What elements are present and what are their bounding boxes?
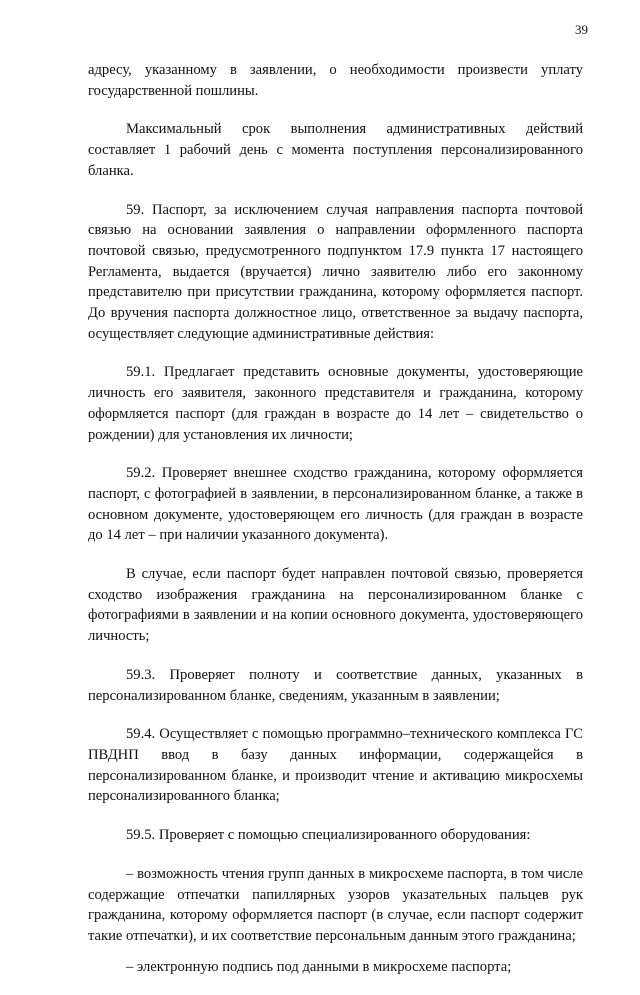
- list-item-chip-data: – возможность чтения групп данных в микросхеме паспорта, в том числе содержащие отпечатки папиллярных узоров указательных пальцев рук гражданина, которому оформляется паспорт (в случае, если паспорт содержит такие отпечатки), и их соответствие персональным данным этого гражданина;: [88, 865, 583, 944]
- page-number: 39: [575, 22, 588, 37]
- paragraph-postal-case: В случае, если паспорт будет направлен почтовой связью, проверяется сходство изображения гражданина на персонализированном бланке с фотографиями в заявлении и на копии основного документа, удостоверяющего личность;: [88, 566, 583, 645]
- list-item-e-signature: – электронную подпись под данными в микросхеме паспорта;: [126, 958, 512, 975]
- paragraph-max-term: Максимальный срок выполнения административных действий составляет 1 рабочий день с момента поступления персонализированного бланка.: [88, 121, 583, 179]
- document-body: [88, 60, 583, 995]
- paragraph-59-1: 59.1. Предлагает представить основные документы, удостоверяющие личность его заявителя, законного представителя и гражданина, которому оформляется паспорт (для граждан в возрасте до 14 лет – свидетельство о рождении) для установления их личности;: [88, 364, 583, 443]
- paragraph-59: 59. Паспорт, за исключением случая направления паспорта почтовой связью на основании заявления о направлении оформленного паспорта почтовой связью, предусмотренного подпунктом 17.9 пункта 17 настоящего Регламента, выдается (вручается) лично заявителю либо его законному представителю при присутствии гражданина, которому оформляется паспорт. До вручения паспорта должностное лицо, ответственное за выдачу паспорта, осуществляет следующие административные действия:: [88, 201, 583, 342]
- paragraph-continuation: адресу, указанному в заявлении, о необходимости произвести уплату государственной пошлины.: [88, 62, 583, 99]
- paragraph-59-3: 59.3. Проверяет полноту и соответствие данных, указанных в персонализированном бланке, сведениям, указанным в заявлении;: [88, 666, 583, 704]
- paragraph-59-5: 59.5. Проверяет с помощью специализированного оборудования:: [126, 827, 531, 844]
- paragraph-59-4: 59.4. Осуществляет с помощью программно–технического комплекса ГС ПВДНП ввод в базу данных информации, содержащейся в персонализированном бланке, и производит чтение и активацию микросхемы персонализированного бланка;: [88, 726, 583, 805]
- paragraph-59-2: 59.2. Проверяет внешнее сходство гражданина, которому оформляется паспорт, с фотографией в заявлении, в персонализированном бланке, а также в основном документе, удостоверяющем его личность (для граждан в возрасте до 14 лет – при наличии указанного документа).: [88, 465, 583, 544]
